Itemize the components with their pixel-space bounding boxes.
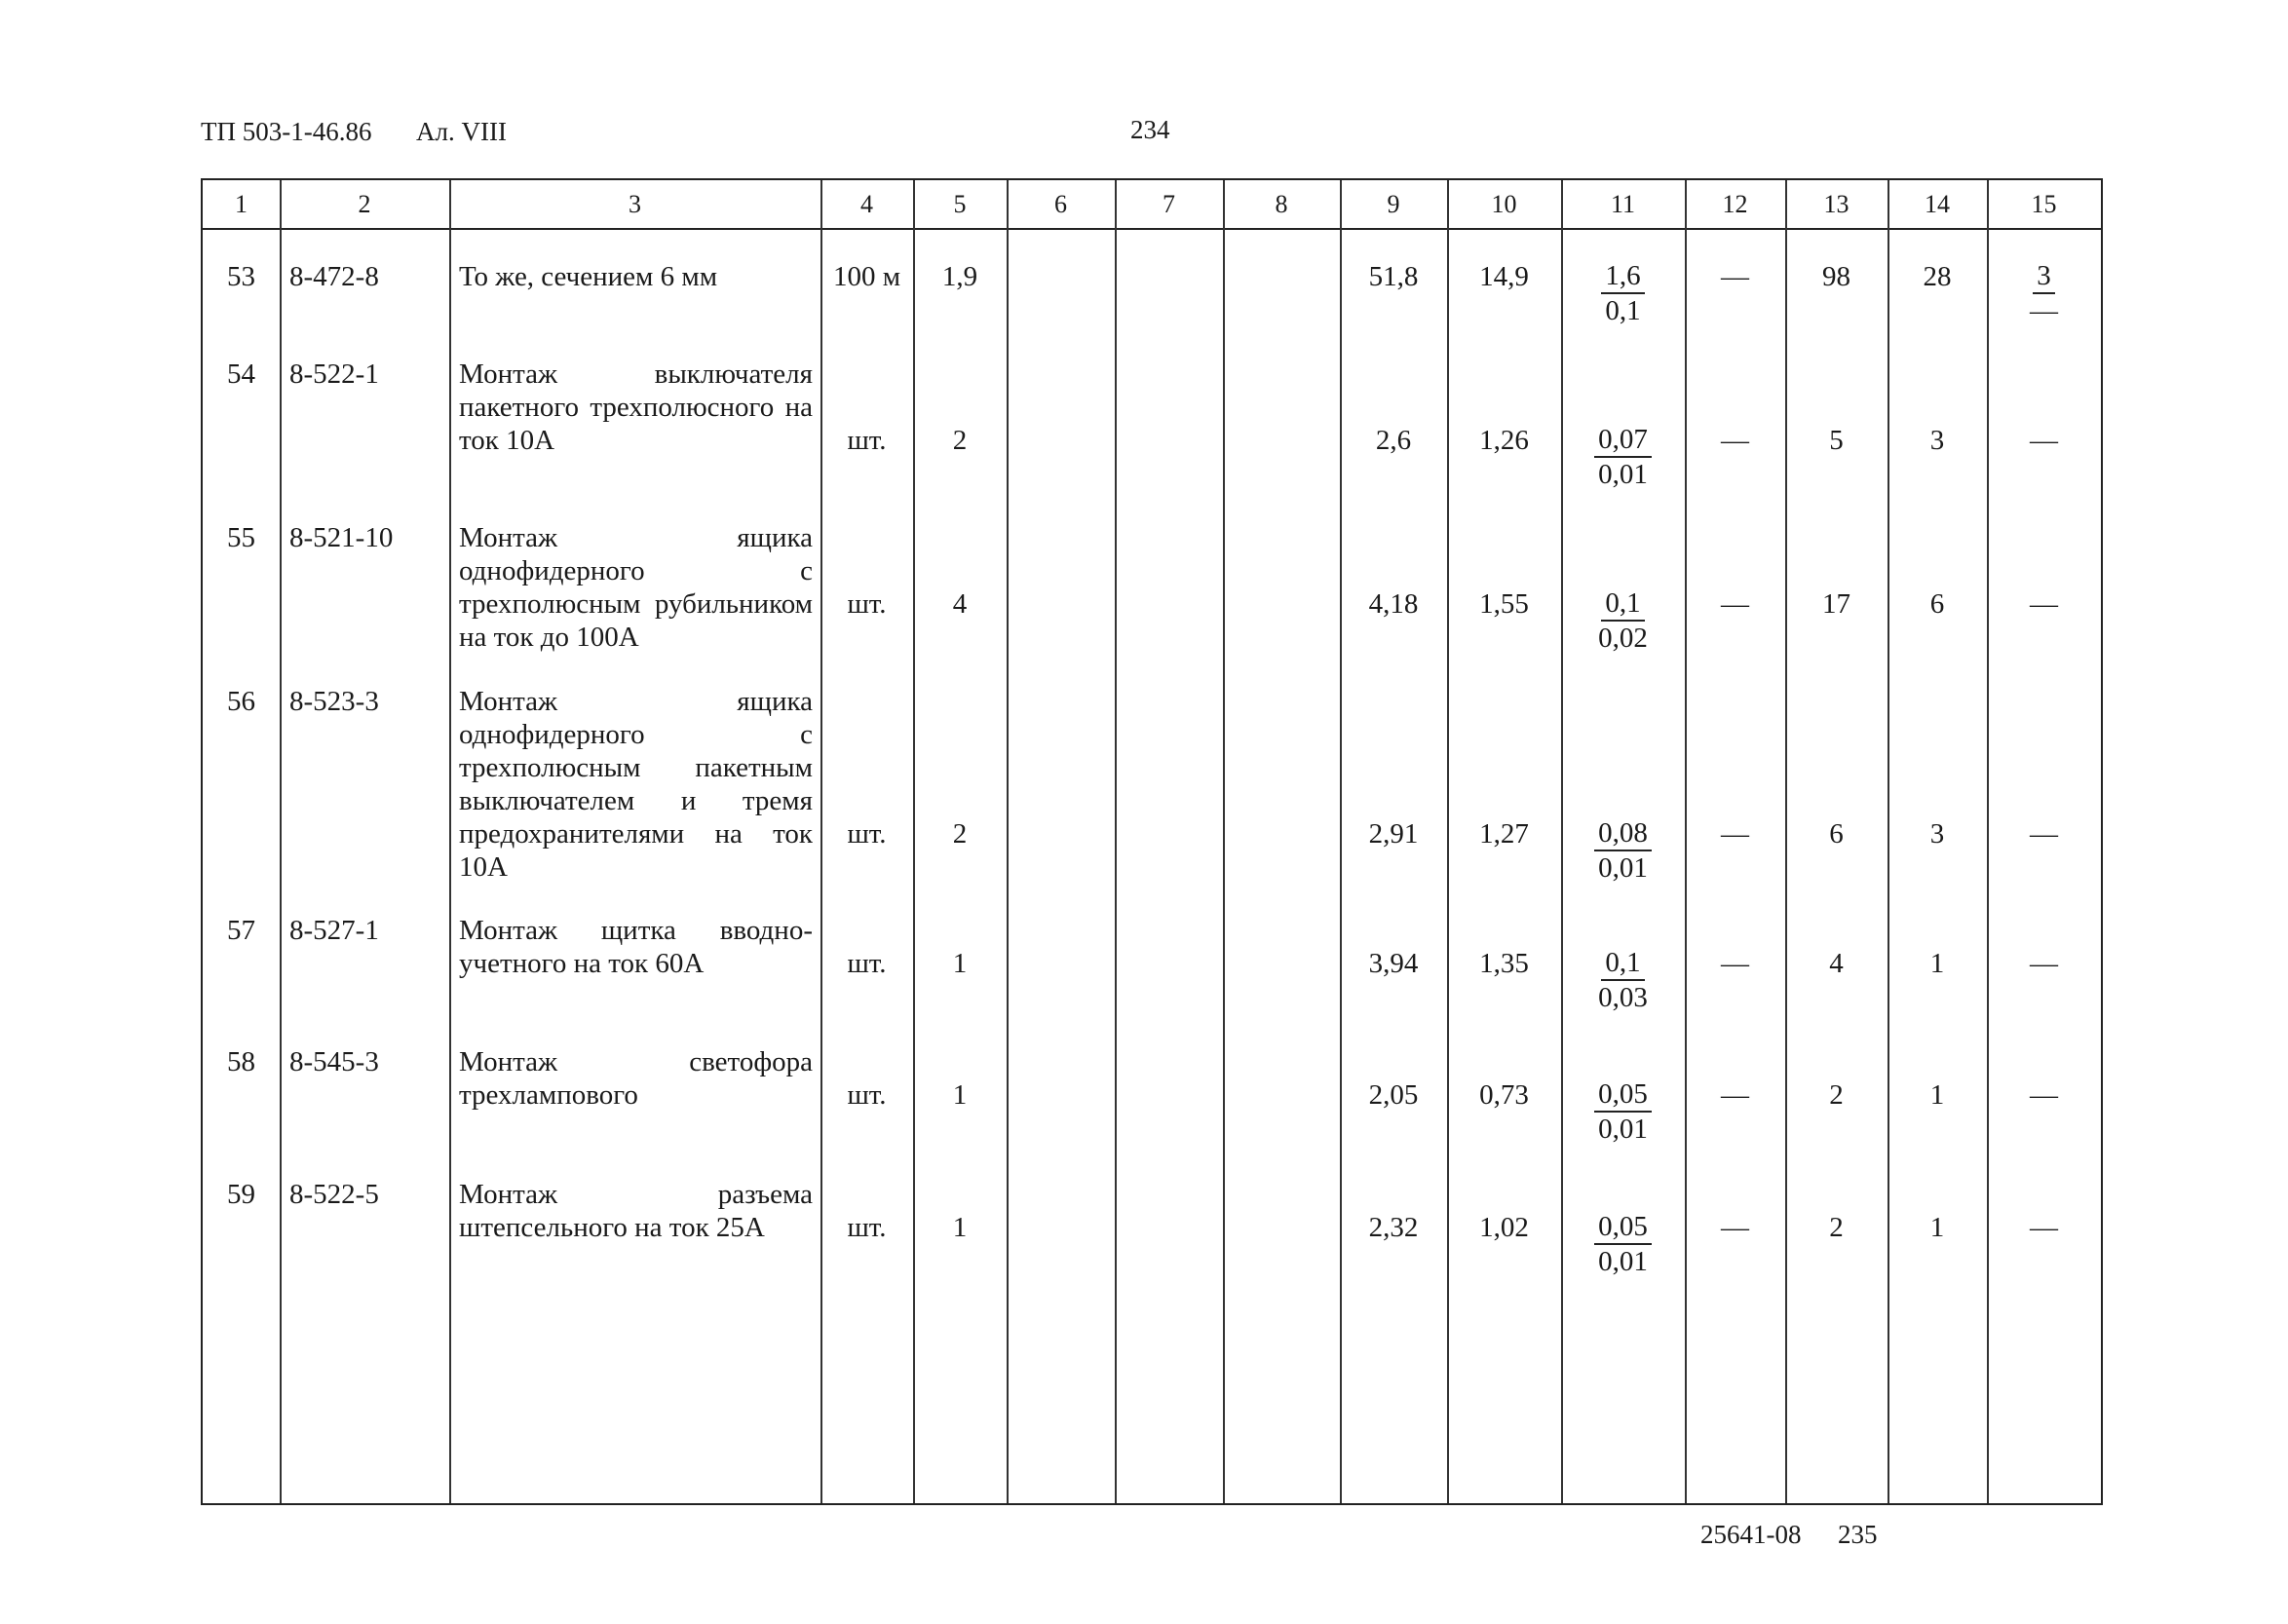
value-col-13: 2 xyxy=(1829,1079,1844,1111)
estimate-table xyxy=(201,178,2103,1505)
value-col-13: 4 xyxy=(1829,948,1844,979)
value-col-12: — xyxy=(1721,1079,1749,1111)
fraction-col-11 xyxy=(1561,1078,1685,1145)
value-col-15: — xyxy=(2030,1079,2058,1111)
column-number-header: 8 xyxy=(1275,190,1288,218)
column-number-header: 3 xyxy=(629,190,641,218)
fraction-col-11-numerator: 0,05 xyxy=(1594,1211,1652,1245)
value-col-9: 2,6 xyxy=(1375,425,1412,456)
column-divider xyxy=(1223,180,1225,1503)
fraction-col-11 xyxy=(1561,947,1685,1013)
fraction-col-15-denominator: — xyxy=(2030,295,2058,326)
value-col-12: — xyxy=(1721,261,1749,292)
column-number-header: 15 xyxy=(2031,190,2057,218)
value-col-12: — xyxy=(1721,1212,1749,1243)
unit: шт. xyxy=(847,1212,887,1243)
quantity: 1,9 xyxy=(941,261,978,292)
fraction-col-11 xyxy=(1561,817,1685,884)
row-number: 55 xyxy=(227,522,255,553)
value-col-14: 1 xyxy=(1929,948,1945,979)
value-col-13: 98 xyxy=(1822,261,1850,292)
value-col-14: 1 xyxy=(1929,1212,1945,1243)
value-col-10: 14,9 xyxy=(1479,261,1529,292)
value-col-14: 3 xyxy=(1929,425,1945,456)
value-col-10: 1,27 xyxy=(1479,818,1529,850)
fraction-col-11 xyxy=(1561,1211,1685,1277)
value-col-10: 1,26 xyxy=(1479,425,1529,456)
fraction-col-11-denominator: 0,01 xyxy=(1598,852,1648,884)
header-separator xyxy=(203,228,2101,230)
unit: шт. xyxy=(847,1079,887,1111)
value-col-14: 3 xyxy=(1929,818,1945,850)
value-col-9: 4,18 xyxy=(1368,588,1419,620)
work-description: То же, сечением 6 мм xyxy=(459,261,718,292)
fraction-col-15-numerator: 3 xyxy=(2033,260,2055,294)
fraction-col-11-numerator: 1,6 xyxy=(1601,260,1644,294)
work-description: Монтаж ящика однофидерного с трехполюсным пакетным выключателем и тремя предохранителями на ток 10А xyxy=(459,686,813,883)
quantity: 4 xyxy=(952,588,968,620)
footer-code: 25641-08 xyxy=(1700,1520,1802,1549)
quantity: 2 xyxy=(952,818,968,850)
column-divider xyxy=(449,180,451,1503)
column-number-header: 14 xyxy=(1925,190,1950,218)
column-divider xyxy=(1007,180,1009,1503)
column-number-header: 10 xyxy=(1491,190,1517,218)
quantity: 1 xyxy=(952,1212,968,1243)
price-code: 8-522-5 xyxy=(289,1179,379,1210)
fraction-col-11-denominator: 0,01 xyxy=(1598,1246,1648,1277)
column-number-header: 2 xyxy=(358,190,371,218)
quantity: 1 xyxy=(952,1079,968,1111)
column-number-header: 4 xyxy=(860,190,873,218)
work-description: Монтаж ящика однофидерного с трехполюсным рубильником на ток до 100А xyxy=(459,522,813,653)
fraction-col-11-denominator: 0,01 xyxy=(1598,459,1648,490)
price-code: 8-523-3 xyxy=(289,686,379,717)
value-col-10: 1,35 xyxy=(1479,948,1529,979)
price-code: 8-527-1 xyxy=(289,915,379,946)
unit: шт. xyxy=(847,818,887,850)
value-col-13: 6 xyxy=(1829,818,1844,850)
value-col-12: — xyxy=(1721,818,1749,850)
fraction-col-11-numerator: 0,08 xyxy=(1594,817,1652,851)
column-number-header: 5 xyxy=(953,190,967,218)
value-col-15: — xyxy=(2030,425,2058,456)
fraction-col-11-numerator: 0,07 xyxy=(1594,424,1652,458)
unit: шт. xyxy=(847,425,887,456)
footer-page-number: 235 xyxy=(1838,1520,1878,1549)
unit: 100 м xyxy=(832,261,901,292)
page-number: 234 xyxy=(1130,115,1170,144)
price-code: 8-521-10 xyxy=(289,522,394,553)
value-col-13: 17 xyxy=(1822,588,1850,620)
value-col-9: 2,91 xyxy=(1368,818,1419,850)
value-col-12: — xyxy=(1721,948,1749,979)
fraction-col-11 xyxy=(1561,260,1685,326)
value-col-10: 1,02 xyxy=(1479,1212,1529,1243)
quantity: 2 xyxy=(952,425,968,456)
value-col-9: 3,94 xyxy=(1368,948,1419,979)
column-number-header: 13 xyxy=(1823,190,1849,218)
fraction-col-11 xyxy=(1561,587,1685,654)
column-number-header: 12 xyxy=(1722,190,1748,218)
fraction-col-11-numerator: 0,05 xyxy=(1594,1078,1652,1113)
value-col-9: 51,8 xyxy=(1368,261,1419,292)
fraction-col-11-numerator: 0,1 xyxy=(1601,587,1644,622)
value-col-13: 5 xyxy=(1829,425,1844,456)
unit: шт. xyxy=(847,948,887,979)
fraction-col-11-denominator: 0,1 xyxy=(1605,295,1641,326)
value-col-15: — xyxy=(2030,1212,2058,1243)
value-col-9: 2,05 xyxy=(1368,1079,1419,1111)
fraction-col-11-denominator: 0,01 xyxy=(1598,1114,1648,1145)
quantity: 1 xyxy=(952,948,968,979)
value-col-10: 0,73 xyxy=(1479,1079,1529,1111)
value-col-12: — xyxy=(1721,588,1749,620)
fraction-col-11 xyxy=(1561,424,1685,490)
row-number: 56 xyxy=(227,686,255,717)
work-description: Монтаж разъема штепсельного на ток 25А xyxy=(459,1179,813,1243)
value-col-14: 1 xyxy=(1929,1079,1945,1111)
column-number-header: 11 xyxy=(1610,190,1636,218)
fraction-col-11-denominator: 0,03 xyxy=(1598,982,1648,1013)
row-number: 57 xyxy=(227,915,255,946)
fraction-col-15 xyxy=(1987,260,2101,326)
value-col-14: 28 xyxy=(1923,261,1952,292)
column-number-header: 1 xyxy=(235,190,248,218)
album-number: Ал. VIII xyxy=(416,117,507,146)
row-number: 53 xyxy=(227,261,255,292)
row-number: 59 xyxy=(227,1179,255,1210)
price-code: 8-545-3 xyxy=(289,1046,379,1077)
column-number-header: 6 xyxy=(1054,190,1067,218)
fraction-col-11-numerator: 0,1 xyxy=(1601,947,1644,981)
row-number: 58 xyxy=(227,1046,255,1077)
price-code: 8-522-1 xyxy=(289,359,379,390)
work-description: Монтаж щитка вводно-учетного на ток 60А xyxy=(459,915,813,979)
value-col-15: — xyxy=(2030,818,2058,850)
column-number-header: 9 xyxy=(1387,190,1400,218)
value-col-14: 6 xyxy=(1929,588,1945,620)
value-col-10: 1,55 xyxy=(1479,588,1529,620)
value-col-9: 2,32 xyxy=(1368,1212,1419,1243)
work-description: Монтаж выключателя пакетного трехполюсного на ток 10А xyxy=(459,359,813,456)
column-number-header: 7 xyxy=(1163,190,1175,218)
value-col-15: — xyxy=(2030,588,2058,620)
work-description: Монтаж светофора трехлампового xyxy=(459,1046,813,1111)
row-number: 54 xyxy=(227,359,255,390)
value-col-15: — xyxy=(2030,948,2058,979)
unit: шт. xyxy=(847,588,887,620)
fraction-col-11-denominator: 0,02 xyxy=(1598,623,1648,654)
value-col-12: — xyxy=(1721,425,1749,456)
price-code: 8-472-8 xyxy=(289,261,379,292)
value-col-13: 2 xyxy=(1829,1212,1844,1243)
column-divider xyxy=(280,180,282,1503)
document-code: ТП 503-1-46.86 xyxy=(201,117,372,146)
column-divider xyxy=(1115,180,1117,1503)
